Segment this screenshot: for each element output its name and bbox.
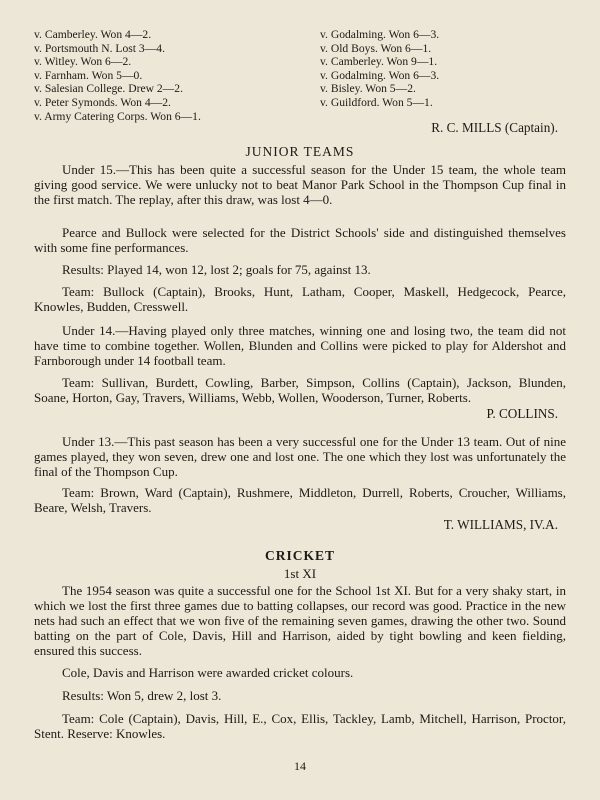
under14-paragraph: Under 14.—Having played only three matches, winning one and losing two, the team did not have time to combine together. Wollen, Blunden and Collins were picked to play for Aldershot and Farnborough under 14 football team. (34, 323, 566, 368)
under15-paragraph-1: Under 15.—This has been quite a successful season for the Under 15 team, the whole team giving good service. We were unlucky not to beat Manor Park School in the Thompson Cup final in the first match. The replay, after this draw, was lost 4—0. (34, 162, 566, 207)
cricket-subheading: 1st XI (283, 566, 317, 581)
captain-signature: R. C. MILLS (Captain). (431, 120, 558, 135)
result-line: v. Salesian College. Drew 2—2. (34, 82, 183, 96)
results-column-left (34, 28, 309, 123)
under13-signature: T. WILLIAMS, IV.A. (443, 517, 558, 532)
results-column-right (320, 28, 570, 110)
under13-paragraph: Under 13.—This past season has been a very successful one for the Under 13 team. Out of nine games played, they won seven, drew one and lost one. The one which they lost was unfortunately the final of the Thompson Cup. (34, 434, 566, 479)
result-line: v. Farnham. Won 5—0. (34, 68, 143, 82)
under15-team: Team: Bullock (Captain), Brooks, Hunt, Latham, Cooper, Maskell, Hedgecock, Pearce, Knowles, Budden, Cresswell. (34, 284, 566, 314)
result-line: v. Portsmouth N. Lost 3—4. (34, 41, 165, 55)
result-line: v. Camberley. Won 4—2. (34, 28, 152, 41)
page-number: 14 (294, 759, 306, 773)
cricket-colours: Cole, Davis and Harrison were awarded cricket colours. (62, 665, 354, 680)
result-line: v. Bisley. Won 5—2. (320, 82, 416, 96)
result-line: v. Old Boys. Won 6—1. (320, 41, 432, 55)
under13-team: Team: Brown, Ward (Captain), Rushmere, Middleton, Durrell, Roberts, Croucher, Williams, Beare, Welsh, Travers. (34, 485, 566, 515)
under15-results: Results: Played 14, won 12, lost 2; goals for 75, against 13. (62, 262, 371, 277)
under14-team: Team: Sullivan, Burdett, Cowling, Barber, Simpson, Collins (Captain), Jackson, Blunden, Soane, Horton, Gay, Travers, Williams, Webb, Wollen, Wooderson, Turner, Roberts. (34, 375, 566, 405)
result-line: v. Camberley. Won 9—1. (320, 55, 438, 69)
cricket-results: Results: Won 5, drew 2, lost 3. (62, 688, 222, 703)
result-line: v. Witley. Won 6—2. (34, 55, 132, 69)
result-line: v. Peter Symonds. Won 4—2. (34, 95, 171, 109)
result-line: v. Army Catering Corps. Won 6—1. (34, 109, 201, 123)
under15-paragraph-2: Pearce and Bullock were selected for the District Schools' side and distinguished themselves with some fine performances. (34, 225, 566, 255)
under14-signature: P. COLLINS. (486, 406, 558, 421)
result-line: v. Guildford. Won 5—1. (320, 95, 433, 109)
cricket-team: Team: Cole (Captain), Davis, Hill, E., Cox, Ellis, Tackley, Lamb, Mitchell, Harrison, Proctor, Stent. Reserve: Knowles. (34, 711, 566, 741)
result-line: v. Godalming. Won 6—3. (320, 68, 440, 82)
junior-teams-heading: JUNIOR TEAMS (245, 144, 355, 159)
cricket-paragraph: The 1954 season was quite a successful one for the School 1st XI. But for a very shaky start, in which we lost the first three games due to batting collapses, our record was good. Practice in the new nets had such an effect that we won five of the remaining seven games, drawing the other two. Sound batting on the part of Cole, Davis, Hill and Harrison, aided by tight bowling and keen fielding, ensured this success. (34, 583, 566, 658)
cricket-heading: CRICKET (264, 548, 335, 563)
result-line: v. Godalming. Won 6—3. (320, 28, 440, 41)
